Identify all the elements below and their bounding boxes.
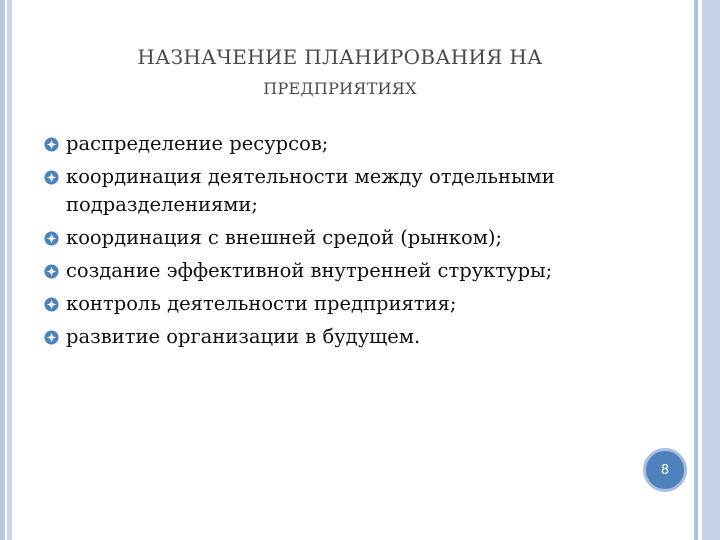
bullet-text: координация с внешней средой (рынком); xyxy=(66,226,503,249)
page-number-badge: 8 xyxy=(643,448,687,492)
flower-bullet-icon xyxy=(44,231,59,246)
bullet-text: контроль деятельности предприятия; xyxy=(66,292,457,315)
list-item xyxy=(44,163,664,219)
flower-bullet-icon xyxy=(44,170,59,185)
bullet-text: распределение ресурсов; xyxy=(66,132,329,155)
left-border-decoration xyxy=(0,0,12,540)
flower-bullet-icon xyxy=(44,297,59,312)
title-line-1: НАЗНАЧЕНИЕ ПЛАНИРОВАНИЯ НА xyxy=(137,45,543,69)
bullet-list xyxy=(44,130,664,356)
bullet-text: развитие организации в будущем. xyxy=(66,325,421,348)
flower-bullet-icon xyxy=(44,137,59,152)
flower-bullet-icon xyxy=(44,330,59,345)
title-line-2: ПРЕДПРИЯТИЯХ xyxy=(263,79,417,98)
bullet-text: создание эффективной внутренней структуры; xyxy=(66,259,553,282)
bullet-text: координация деятельности между отдельными подразделениями; xyxy=(66,165,555,216)
list-item xyxy=(44,290,664,318)
right-border-decoration xyxy=(692,0,720,540)
list-item xyxy=(44,323,664,351)
list-item xyxy=(44,257,664,285)
list-item xyxy=(44,130,664,158)
list-item xyxy=(44,224,664,252)
flower-bullet-icon xyxy=(44,264,59,279)
slide-title xyxy=(60,40,620,104)
